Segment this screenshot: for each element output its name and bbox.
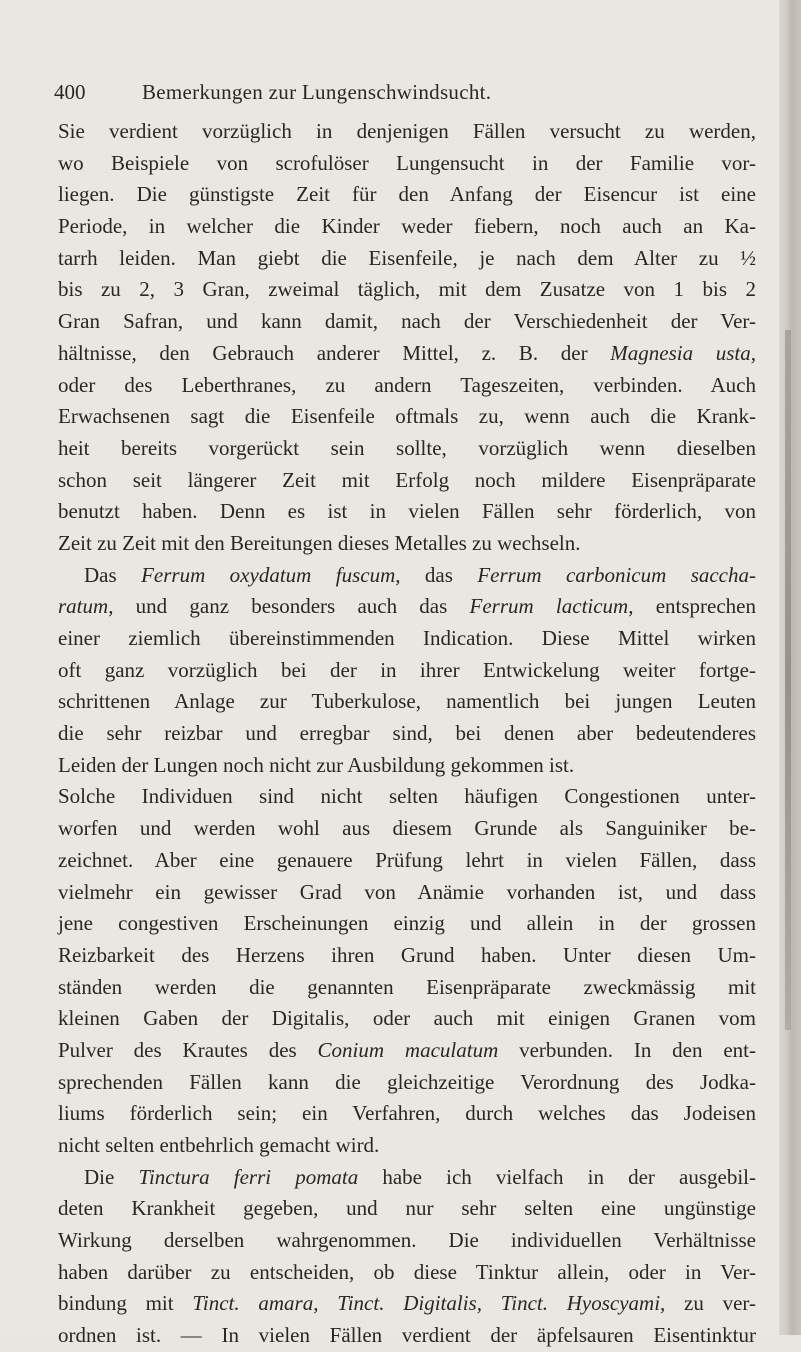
text-line	[58, 433, 756, 465]
text-run: kleinen Gaben der Digitalis, oder auch mit einigen Granen vom	[58, 1006, 756, 1031]
text-run: jene congestiven Erscheinungen einzig und allein in der grossen	[58, 911, 756, 936]
text-run: benutzt haben. Denn es ist in vielen Fällen sehr förderlich, von	[58, 499, 756, 524]
text-run: Reizbarkeit des Herzens ihren Grund haben. Unter diesen Um-	[58, 942, 756, 967]
text-run: Solche Individuen sind nicht selten häufigen Congestionen unter-	[58, 784, 756, 809]
text-line	[58, 148, 756, 180]
text-run: , zu ver-	[660, 1291, 756, 1316]
text-line	[58, 591, 756, 623]
text-line	[58, 1130, 756, 1162]
text-run: tarrh leiden. Man giebt die Eisenfeile, je nach dem Alter zu ½	[58, 245, 756, 270]
text-run: ,	[750, 340, 757, 365]
text-run: schon seit längerer Zeit mit Erfolg noch mildere Eisenpräparate	[58, 467, 756, 492]
text-line	[58, 1003, 756, 1035]
text-line	[58, 908, 756, 940]
page-header	[54, 80, 754, 110]
text-run: oder des Leberthranes, zu andern Tageszeiten, verbinden. Auch	[58, 372, 756, 397]
text-line	[58, 211, 756, 243]
text-run: Periode, in welcher die Kinder weder fiebern, noch auch an Ka-	[58, 214, 756, 239]
text-run: haben darüber zu entscheiden, ob diese Tinktur allein, oder in Ver-	[58, 1259, 756, 1284]
text-run: worfen und werden wohl aus diesem Grunde als Sanguiniker be-	[58, 816, 756, 841]
text-run: zeichnet. Aber eine genauere Prüfung lehrt in vielen Fällen, dass	[58, 847, 756, 872]
text-run: die sehr reizbar und erregbar sind, bei denen aber bedeutenderes	[58, 721, 756, 746]
text-run: schrittenen Anlage zur Tuberkulose, namentlich bei jungen Leuten	[58, 689, 756, 714]
text-line	[58, 370, 756, 402]
text-run: bis zu 2, 3 Gran, zweimal täglich, mit dem Zusatze von 1 bis 2	[58, 277, 756, 302]
text-line	[58, 1257, 756, 1289]
text-run: Pulver des Krautes des	[58, 1037, 318, 1062]
text-run: Erwachsenen sagt die Eisenfeile oftmals zu, wenn auch die Krank-	[58, 404, 756, 429]
text-run: Leiden der Lungen noch nicht zur Ausbildung gekommen ist.	[58, 752, 575, 777]
text-run: heit bereits vorgerückt sein sollte, vorzüglich wenn dieselben	[58, 435, 756, 460]
text-run: Die	[84, 1164, 139, 1189]
text-run: , das	[395, 562, 478, 587]
text-run: verbunden. In den ent-	[498, 1037, 756, 1062]
italic-term: Ferrum lacticum	[469, 594, 629, 619]
text-run: Sie verdient vorzüglich in denjenigen Fällen versucht zu werden,	[58, 119, 756, 143]
text-run: vielmehr ein gewisser Grad von Anämie vorhanden ist, und dass	[58, 879, 756, 904]
text-run: nicht selten entbehrlich gemacht wird.	[58, 1133, 380, 1157]
text-line	[58, 718, 756, 750]
italic-term: Ferrum carbonicum saccha-	[477, 562, 756, 587]
text-line	[58, 1067, 756, 1099]
text-run: liegen. Die günstigste Zeit für den Anfang der Eisencur ist eine	[58, 182, 756, 207]
text-run: habe ich vielfach in der ausgebil-	[358, 1164, 756, 1189]
text-line	[58, 940, 756, 972]
text-run: Zeit zu Zeit mit den Bereitungen dieses Metalles zu wechseln.	[58, 530, 581, 555]
text-line	[58, 686, 756, 718]
italic-term: Conium maculatum	[317, 1037, 499, 1062]
text-line	[58, 813, 756, 845]
text-run: ordnen ist. — In vielen Fällen verdient der äpfelsauren Eisentinktur	[58, 1323, 756, 1348]
text-line	[58, 972, 756, 1004]
page-number: 400	[54, 80, 86, 104]
text-run: sprechenden Fällen kann die gleichzeitige Verordnung des Jodka-	[58, 1069, 756, 1094]
text-line	[58, 623, 756, 655]
text-line	[58, 496, 756, 528]
italic-term: Tinctura ferri pomata	[138, 1164, 359, 1189]
body-text	[58, 116, 756, 1352]
italic-term: Tinct. amara, Tinct. Digitalis, Tinct. Hyoscyami	[192, 1291, 661, 1316]
italic-term: Ferrum oxydatum fuscum	[141, 562, 396, 587]
text-line	[58, 465, 756, 497]
text-line	[58, 1225, 756, 1257]
text-line	[58, 750, 756, 782]
text-line	[58, 1098, 756, 1130]
text-line	[58, 179, 756, 211]
text-line	[58, 781, 756, 813]
text-run: , entsprechen	[628, 594, 756, 619]
text-run: oft ganz vorzüglich bei der in ihrer Entwickelung weiter fortge-	[58, 657, 756, 682]
text-line	[58, 560, 756, 592]
text-run: deten Krankheit gegeben, und nur sehr selten eine ungünstige	[58, 1196, 756, 1221]
text-line	[58, 1162, 756, 1194]
running-head: Bemerkungen zur Lungenschwindsucht.	[142, 80, 492, 104]
italic-term: ratum	[58, 594, 109, 619]
text-run: Gran Safran, und kann damit, nach der Verschiedenheit der Ver-	[58, 309, 756, 334]
text-line	[58, 1320, 756, 1352]
text-run: hältnisse, den Gebrauch anderer Mittel, z. B. der	[58, 340, 611, 365]
text-run: liums förderlich sein; ein Verfahren, durch welches das Jodeisen	[58, 1101, 756, 1126]
text-run: ständen werden die genannten Eisenpräparate zweckmässig mit	[58, 974, 756, 999]
text-line	[58, 1193, 756, 1225]
text-run: wo Beispiele von scrofulöser Lungensucht in der Familie vor-	[58, 150, 756, 175]
text-line	[58, 338, 756, 370]
text-line	[58, 401, 756, 433]
text-run: , und ganz besonders auch das	[108, 594, 470, 619]
text-run: einer ziemlich übereinstimmenden Indication. Diese Mittel wirken	[58, 626, 756, 650]
text-line	[58, 1288, 756, 1320]
text-line	[58, 306, 756, 338]
text-run: Das	[84, 562, 142, 587]
text-line	[58, 845, 756, 877]
text-line	[58, 528, 756, 560]
text-run: Wirkung derselben wahrgenommen. Die individuellen Verhältnisse	[58, 1228, 756, 1253]
italic-term: Magnesia usta	[610, 340, 751, 365]
text-line	[58, 274, 756, 306]
text-line	[58, 243, 756, 275]
text-line	[58, 1035, 756, 1067]
page-edge-shadow	[779, 0, 801, 1335]
text-line	[58, 877, 756, 909]
text-line	[58, 116, 756, 148]
text-line	[58, 655, 756, 687]
text-run: bindung mit	[58, 1291, 193, 1316]
